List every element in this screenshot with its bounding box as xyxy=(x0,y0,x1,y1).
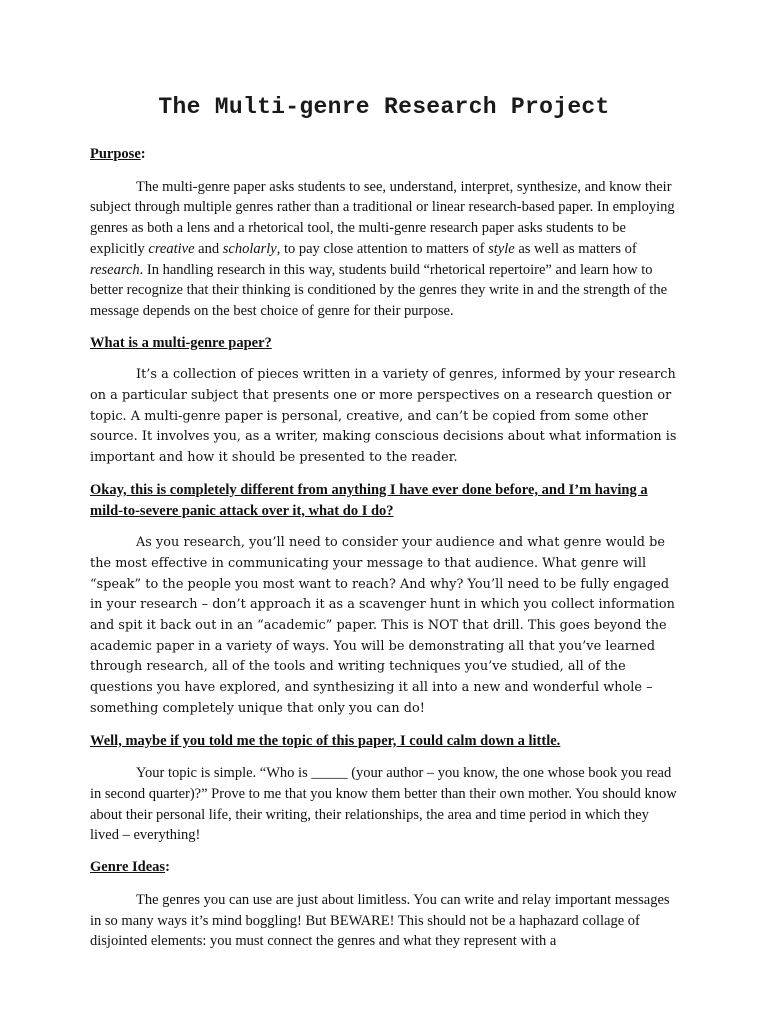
body-text: as well as matters of xyxy=(514,240,637,257)
body-text: It’s a collection of pieces written in a variety of genres, informed by your research on a particular subject that presents one or more perspectives on a research question or topic. A multi-genre paper is personal, creative, and can’t be copied from some other source. It involves you, as a writer, making conscious decisions about what information is important and how it should be presented to the reader. xyxy=(90,367,677,466)
emphasis-text: creative xyxy=(148,240,195,257)
section-body-what-is xyxy=(90,365,678,469)
section-body-panic xyxy=(90,533,678,719)
body-text: The multi-genre paper asks students to see, understand, interpret, synthesize, and know their subject through multiple genres rather than a traditional or linear research-based paper. In employing genres as both a lens and a rhetorical tool, the multi-genre research paper asks students to be explicitly xyxy=(90,178,675,257)
body-text: As you research, you’ll need to consider your audience and what genre would be the most effective in communicating your message to that audience. What genre will “speak” to the people you most want to reach? And why? You’ll need to be fully engaged in your research – don’t approach it as a scavenger hunt in which you collect information and spit it back out in an “academic” paper. This is NOT that drill. This goes beyond the academic paper in a variety of ways. You will be demonstrating all that you’ve learned through research, all of the tools and writing techniques you’ve studied, all of the questions you have explored, and synthesizing it all into a new and wonderful whole – something completely unique that only you can do! xyxy=(90,535,675,716)
heading-text: Well, maybe if you told me the topic of this paper, I could calm down a little. xyxy=(90,732,561,749)
emphasis-text: research xyxy=(90,261,140,278)
section-body-genre-ideas xyxy=(90,890,678,952)
heading-suffix: : xyxy=(165,859,170,876)
heading-suffix: : xyxy=(140,146,146,162)
heading-text: Purpose xyxy=(90,146,141,162)
section-body-purpose xyxy=(90,177,678,322)
emphasis-text: scholarly xyxy=(222,240,277,257)
body-text: Your topic is simple. “Who is _____ (your author – you know, the one whose book you read in second quarter)?” Prove to me that you know them better than their own mother. You should know about their personal life, their writing, their relationships, the area and time period in which they lived – everything! xyxy=(90,765,677,844)
body-text: and xyxy=(194,240,223,257)
section-heading-purpose xyxy=(90,144,678,165)
page-title: The Multi-genre Research Project xyxy=(158,94,610,120)
heading-text: Genre Ideas xyxy=(90,859,166,876)
heading-text: Okay, this is completely different from anything I have ever done before, and I’m having a mild-to-severe panic attack over it, what do I do? xyxy=(90,481,648,519)
body-text: The genres you can use are just about limitless. You can write and relay important messages in so many ways it’s mind boggling! But BEWARE! This should not be a haphazard collage of disjointed elements: you must connect the genres and what they represent with a xyxy=(90,891,670,950)
heading-text: What is a multi-genre paper? xyxy=(90,334,272,351)
body-text: , to pay close attention to matters of xyxy=(276,240,489,257)
section-body-topic xyxy=(90,763,678,846)
section-heading-what-is xyxy=(90,333,678,354)
section-heading-panic xyxy=(90,480,678,521)
section-heading-topic xyxy=(90,731,678,752)
emphasis-text: style xyxy=(488,240,515,257)
section-heading-genre-ideas xyxy=(90,857,678,878)
body-text: . In handling research in this way, students build “rhetorical repertoire” and learn how to better recognize that their thinking is conditioned by the genres they write in and the strength of the message depends on the best choice of genre for their purpose. xyxy=(90,261,668,319)
